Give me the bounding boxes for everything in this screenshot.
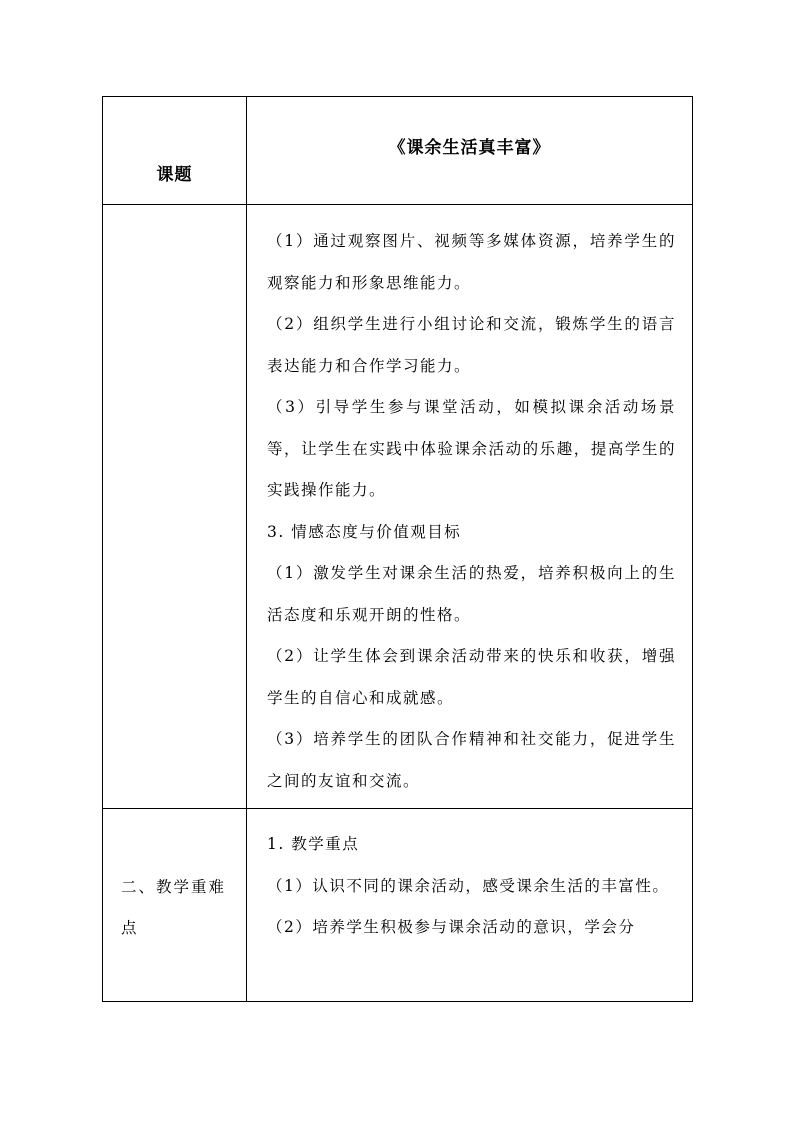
objectives-label-cell: [103, 205, 247, 809]
objective-paragraph: （2）组织学生进行小组讨论和交流，锻炼学生的语言表达能力和合作学习能力。: [267, 315, 676, 375]
difficulty-row: [103, 809, 693, 1002]
difficulty-label-cell: [103, 809, 247, 1002]
objective-paragraph: （2）让学生体会到课余活动带来的快乐和收获，增强学生的自信心和成就感。: [267, 647, 676, 707]
lesson-title: 《课余生活真丰富》: [388, 138, 551, 158]
objectives-row: [103, 205, 693, 809]
objective-paragraph: （3）引导学生参与课堂活动，如模拟课余活动场景等，让学生在实践中体验课余活动的乐趣，提高学生的实践操作能力。: [267, 398, 676, 499]
objective-paragraph: （3）培养学生的团队合作精神和社交能力，促进学生之间的友谊和交流。: [267, 730, 676, 790]
objectives-content-cell: [247, 205, 693, 809]
objectives-content: [247, 205, 692, 802]
lesson-plan-table: [102, 96, 693, 1002]
objective-section-heading: 3. 情感态度与价值观目标: [267, 522, 462, 541]
title-label: 课题: [156, 165, 193, 185]
title-label-cell: [103, 97, 247, 205]
difficulty-content: [247, 809, 692, 1001]
difficulty-heading: 1. 教学重点: [267, 835, 360, 853]
difficulty-content-cell: [247, 809, 693, 1002]
title-value-cell: [247, 97, 693, 205]
objective-paragraph: （1）通过观察图片、视频等多媒体资源，培养学生的观察能力和形象思维能力。: [267, 232, 676, 292]
objective-paragraph: （1）激发学生对课余生活的热爱，培养积极向上的生活态度和乐观开朗的性格。: [267, 564, 676, 624]
difficulty-paragraph: （1）认识不同的课余活动，感受课余生活的丰富性。: [267, 876, 670, 895]
difficulty-paragraph: （2）培养学生积极参与课余活动的意识，学会分: [267, 918, 636, 936]
difficulty-label: 二、教学重难点: [121, 878, 227, 937]
title-row: [103, 97, 693, 205]
